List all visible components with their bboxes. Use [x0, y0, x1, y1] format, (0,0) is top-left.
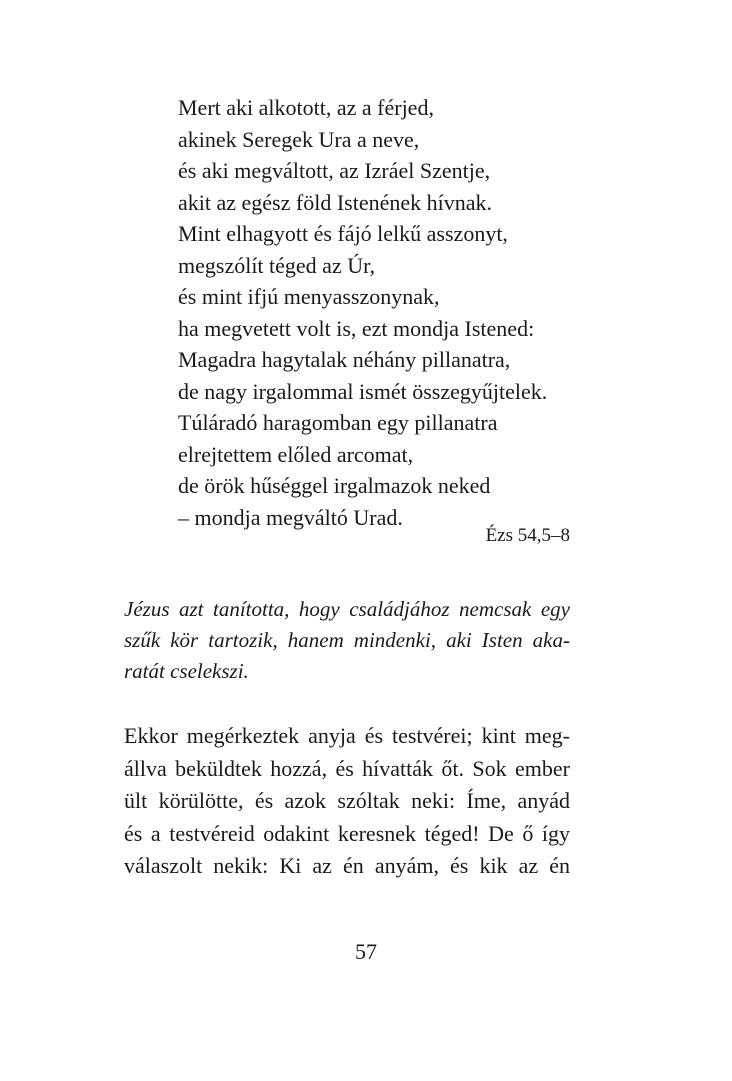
- intro-line: Jézus azt tanította, hogy családjához nemcsak egy: [124, 597, 570, 621]
- body-line: Ekkor megérkeztek anyja és testvérei; kint meg-: [124, 723, 570, 748]
- intro-paragraph: [124, 594, 570, 687]
- body-line: ült körülötte, és azok szóltak neki: Íme, anyád: [124, 788, 570, 813]
- poem-line: megszólít téged az Úr,: [178, 252, 376, 278]
- poem-line: Magadra hagytalak néhány pillanatra,: [178, 347, 511, 372]
- poem-line: Mint elhagyott és fájó lelkű asszonyt,: [178, 221, 508, 246]
- poem-line: akit az egész föld Istenének hívnak.: [178, 189, 492, 215]
- body-line: és a testvéreid odakint keresnek téged! De ő így: [124, 820, 570, 846]
- poem-line: Túláradó haragomban egy pillanatra: [178, 410, 498, 435]
- poem-line: ha megvetett volt is, ezt mondja Istened:: [178, 315, 535, 341]
- poem-line: elrejtettem előled arcomat,: [178, 441, 414, 467]
- intro-line: ratát cselekszi.: [124, 659, 249, 683]
- intro-line: szűk kör tartozik, hanem mindenki, aki Isten aka-: [124, 628, 570, 652]
- poem-line: de örök hűséggel irgalmazok neked: [178, 473, 491, 498]
- body-paragraph: [124, 720, 570, 883]
- body-line: válaszolt nekik: Ki az én anyám, és kik az én: [124, 853, 570, 878]
- poem-block: [178, 92, 578, 533]
- poem-line: és mint ifjú menyasszonynak,: [178, 284, 440, 309]
- scripture-reference: Ézs 54,5–8: [485, 525, 570, 546]
- poem-line: akinek Seregek Ura a neve,: [178, 126, 420, 152]
- poem-line: Mert aki alkotott, az a férjed,: [178, 95, 434, 120]
- poem-line: – mondja megváltó Urad.: [178, 504, 403, 530]
- poem-line: és aki megváltott, az Izráel Szentje,: [178, 158, 491, 183]
- body-line: állva beküldtek hozzá, és hívatták őt. Sok ember: [124, 755, 570, 781]
- page-number: 57: [355, 939, 377, 964]
- poem-line: de nagy irgalommal ismét összegyűjtelek.: [178, 378, 548, 404]
